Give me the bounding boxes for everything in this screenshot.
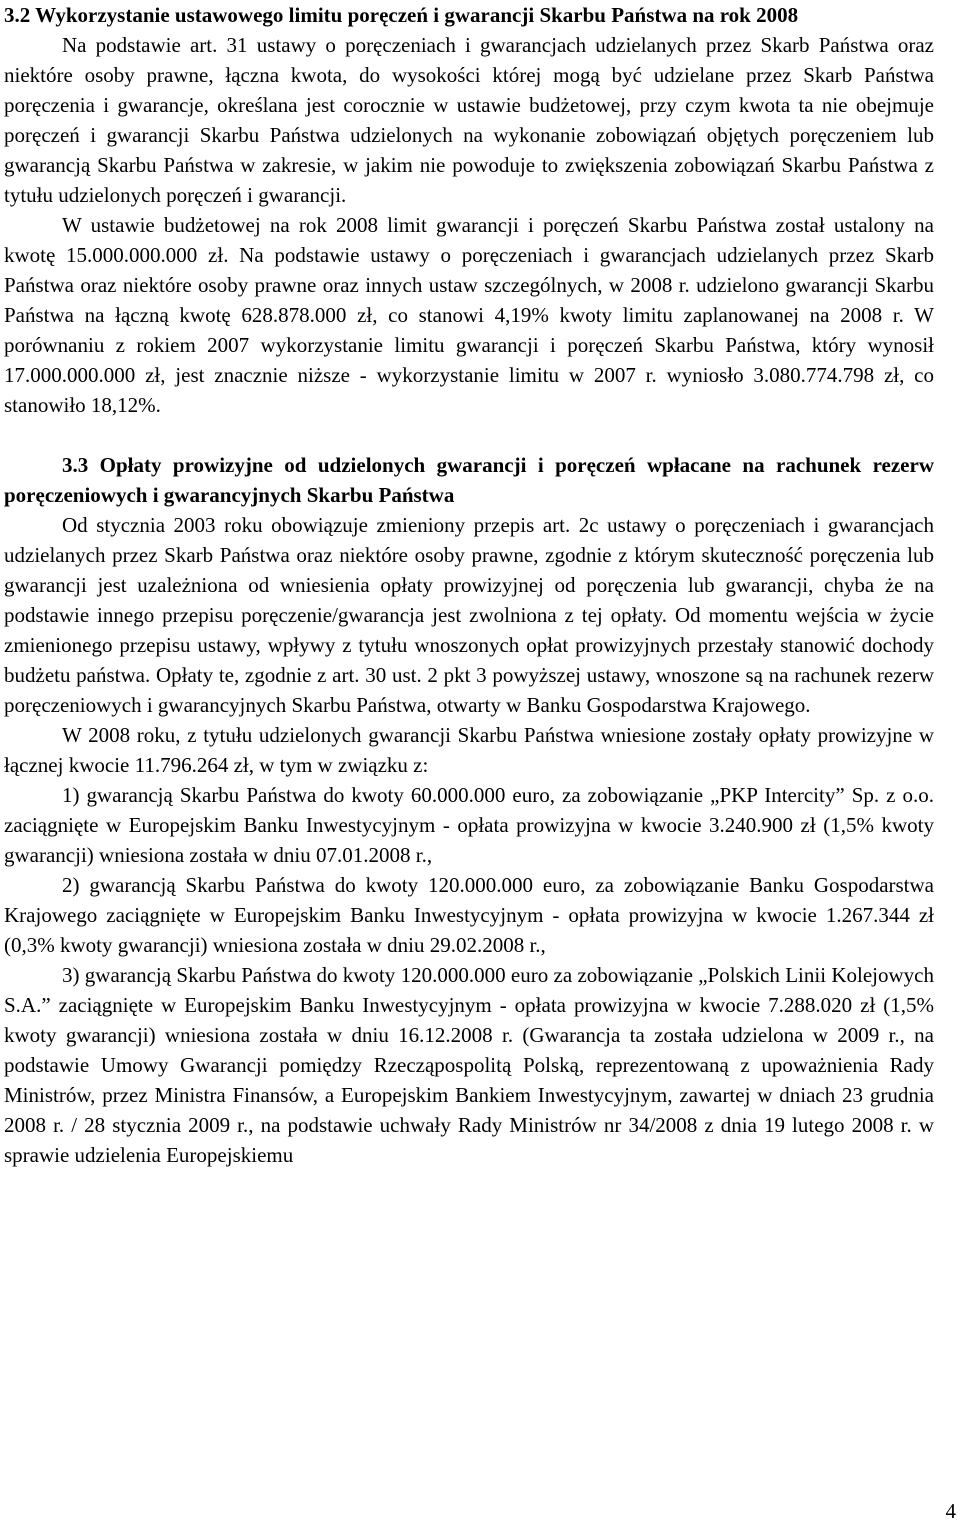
page-number: 4 [945,1499,956,1523]
paragraph: Na podstawie art. 31 ustawy o poręczeniach i gwarancjach udzielanych przez Skarb Państwa oraz niektóre osoby prawne, łączna kwota, do wysokości której mogą być udzielane przez Skarb Państwa poręczenia i gwarancje, określana jest corocznie w ustawie budżetowej, przy czym kwota ta nie obejmuje poręczeń i gwarancji Skarbu Państwa udzielonych na wykonanie zobowiązań objętych poręczeniem lub gwarancją Skarbu Państwa w zakresie, w jakim nie powoduje to zwiększenia zobowiązań Skarbu Państwa z tytułu udzielonych poręczeń i gwarancji. [4,33,934,207]
paragraph: W ustawie budżetowej na rok 2008 limit gwarancji i poręczeń Skarbu Państwa został ustalony na kwotę 15.000.000.000 zł. Na podstawie ustawy o poręczeniach i gwarancjach udzielanych przez Skarb Państwa oraz niektóre osoby prawne oraz innych ustaw szczególnych, w 2008 r. udzielono gwarancji Skarbu Państwa na łączną kwotę 628.878.000 zł, co stanowi 4,19% kwoty limitu zaplanowanej na 2008 r. W porównaniu z rokiem 2007 wykorzystanie limitu gwarancji i poręczeń Skarbu Państwa, który wynosił 17.000.000.000 zł, jest znacznie niższe - wykorzystanie limitu w 2007 r. wyniosło 3.080.774.798 zł, co stanowiło 18,12%. [4,213,934,417]
paragraph: Od stycznia 2003 roku obowiązuje zmieniony przepis art. 2c ustawy o poręczeniach i gwarancjach udzielanych przez Skarb Państwa oraz niektóre osoby prawne, zgodnie z którym skuteczność poręczenia lub gwarancji jest uzależniona od wniesienia opłaty prowizyjnej od poręczenia lub gwarancji, chyba że na podstawie innego przepisu poręczenie/gwarancja jest zwolniona z tej opłaty. Od momentu wejścia w życie zmienionego przepisu ustawy, wpływy z tytułu wnoszonych opłat prowizyjnych przestały stanowić dochody budżetu państwa. Opłaty te, zgodnie z art. 30 ust. 2 pkt 3 powyższej ustawy, wnoszone są na rachunek rezerw poręczeniowych i gwarancyjnych Skarbu Państwa, otwarty w Banku Gospodarstwa Krajowego. [4,513,934,717]
list-item: 1) gwarancją Skarbu Państwa do kwoty 60.000.000 euro, za zobowiązanie „PKP Intercity” Sp. z o.o. zaciągnięte w Europejskim Banku Inwestycyjnym - opłata prowizyjna w kwocie 3.240.900 zł (1,5% kwoty gwarancji) wniesiona została w dniu 07.01.2008 r., [4,783,934,867]
paragraph: W 2008 roku, z tytułu udzielonych gwarancji Skarbu Państwa wniesione zostały opłaty prowizyjne w łącznej kwocie 11.796.264 zł, w tym w związku z: [4,723,934,777]
section-heading-3-2: 3.2 Wykorzystanie ustawowego limitu poręczeń i gwarancji Skarbu Państwa na rok 2008 [4,3,799,27]
list-item: 2) gwarancją Skarbu Państwa do kwoty 120.000.000 euro, za zobowiązanie Banku Gospodarstwa Krajowego zaciągnięte w Europejskim Banku Inwestycyjnym - opłata prowizyjna w kwocie 1.267.344 zł (0,3% kwoty gwarancji) wniesiona została w dniu 29.02.2008 r., [4,873,934,957]
section-spacer [4,420,934,450]
list-item: 3) gwarancją Skarbu Państwa do kwoty 120.000.000 euro za zobowiązanie „Polskich Linii Kolejowych S.A.” zaciągnięte w Europejskim Banku Inwestycyjnym - opłata prowizyjna w kwocie 7.288.020 zł (1,5% kwoty gwarancji) wniesiona została w dniu 16.12.2008 r. (Gwarancja ta została udzielona w 2009 r., na podstawie Umowy Gwarancji pomiędzy Rzecząpospolitą Polską, reprezentowaną z upoważnienia Rady Ministrów, przez Ministra Finansów, a Europejskim Bankiem Inwestycyjnym, zawartej w dniach 23 grudnia 2008 r. / 28 stycznia 2009 r., na podstawie uchwały Rady Ministrów nr 34/2008 z dnia 19 lutego 2008 r. w sprawie udzielenia Europejskiemu [4,963,934,1167]
section-heading-3-3: 3.3 Opłaty prowizyjne od udzielonych gwarancji i poręczeń wpłacane na rachunek rezerw poręczeniowych i gwarancyjnych Skarbu Państwa [4,453,934,507]
page-content [4,0,934,1170]
